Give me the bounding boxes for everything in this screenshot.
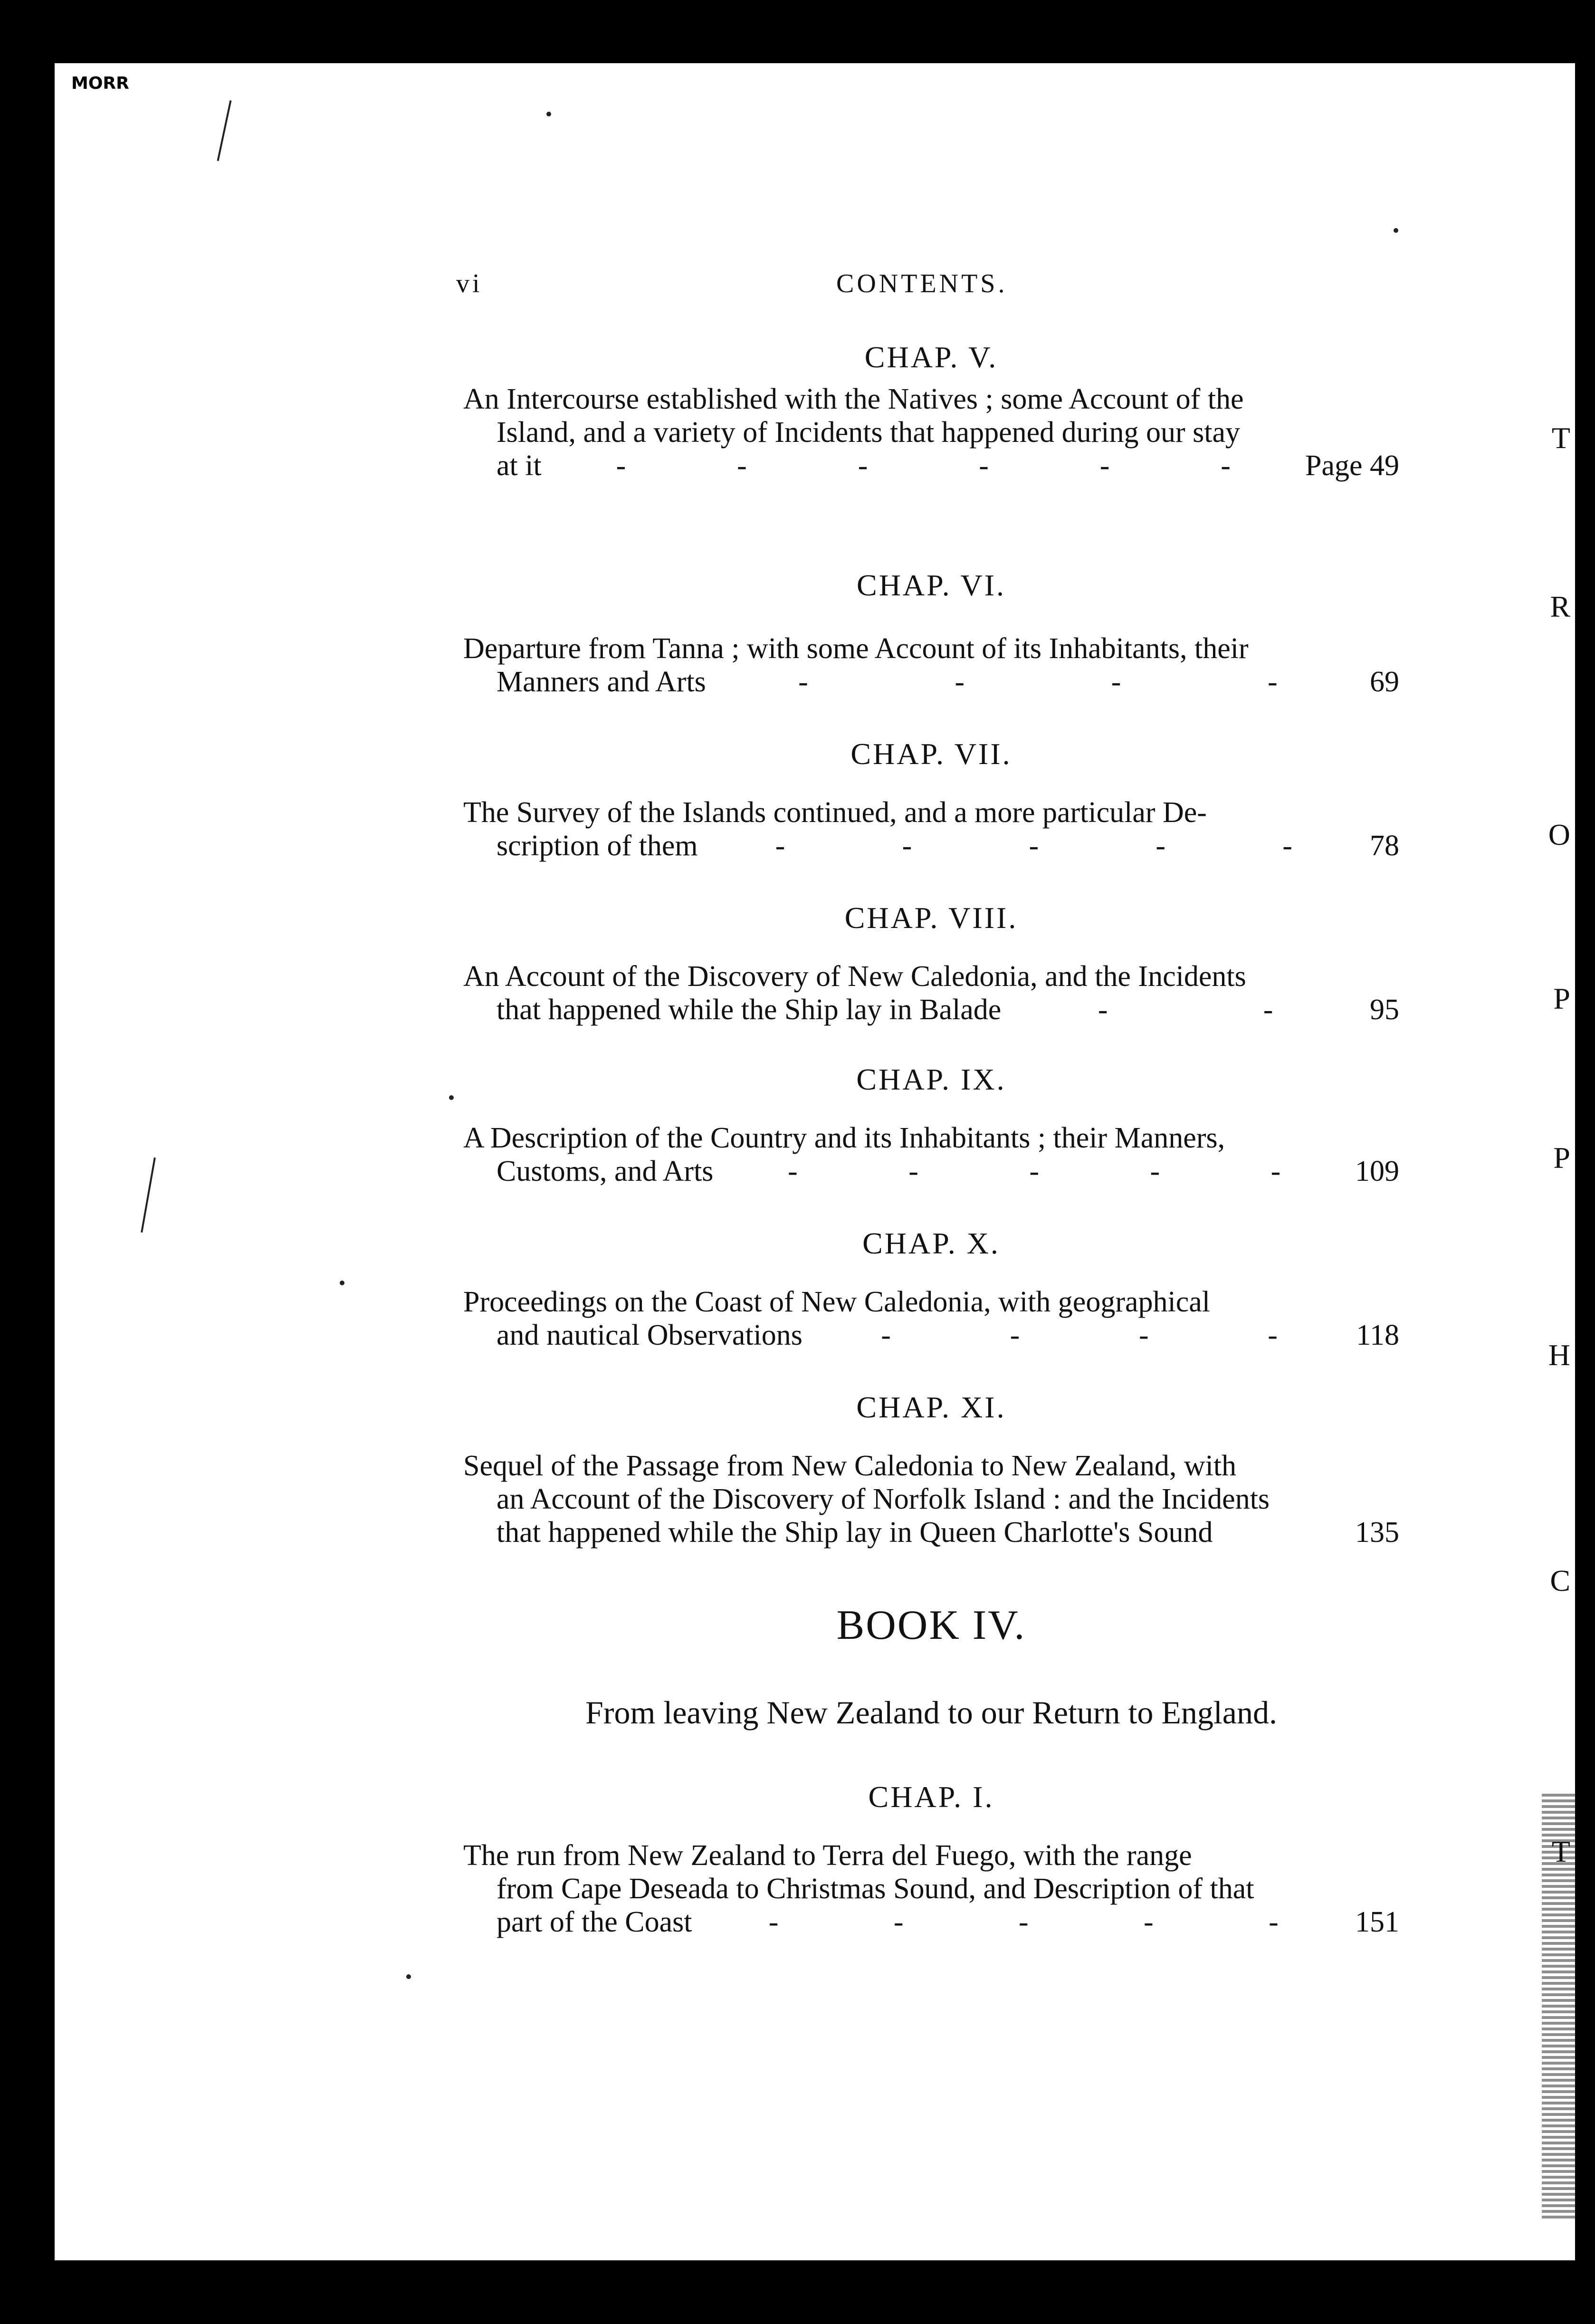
edge-letter: R <box>1550 590 1570 623</box>
speck <box>449 1095 454 1100</box>
entry-line: that happened while the Ship lay in Balade <box>497 994 1002 1026</box>
book-title: BOOK IV. <box>836 1602 1026 1648</box>
leader-dashes: - - - - <box>881 1319 1278 1351</box>
scan-border-left <box>0 0 55 2324</box>
page-number: 135 <box>1355 1516 1399 1549</box>
edge-letter: O <box>1548 818 1570 851</box>
chapter-title: CHAP. I. <box>868 1780 994 1814</box>
chapter-title: CHAP. IX. <box>856 1062 1006 1096</box>
entry-last-line <box>463 1905 1399 1939</box>
leader-dashes: - - - - <box>798 666 1278 698</box>
toc-entry <box>463 1449 1399 1549</box>
entry-last-line <box>463 829 1399 862</box>
scan-mark <box>141 1157 156 1233</box>
chapter-title: CHAP. V. <box>864 340 998 374</box>
chapter-title: CHAP. VI. <box>857 568 1006 602</box>
toc-entry <box>463 960 1399 1026</box>
edge-letter: P <box>1553 1141 1570 1175</box>
leader-dashes: - - - - - <box>768 1906 1279 1938</box>
entry-line: Island, and a variety of Incidents that happened during our stay <box>497 416 1241 449</box>
entry-line: Customs, and Arts <box>497 1155 714 1187</box>
chapter-title: CHAP. X. <box>862 1226 1000 1260</box>
entry-line: an Account of the Discovery of Norfolk Island : and the Incidents <box>497 1483 1270 1515</box>
entry-line: and nautical Observations <box>497 1319 802 1351</box>
entry-line: at it <box>497 449 542 482</box>
entry-line: Manners and Arts <box>497 666 706 698</box>
page-number: 151 <box>1355 1906 1399 1938</box>
page-number: 78 <box>1370 830 1399 862</box>
document-page <box>55 59 1575 2264</box>
chapter-title: CHAP. VII. <box>850 737 1012 771</box>
chapter-title: CHAP. XI. <box>856 1390 1006 1424</box>
entry-line: Proceedings on the Coast of New Caledonia, with geographical <box>463 1286 1210 1318</box>
entry-last-line <box>463 1319 1399 1352</box>
page-number: 69 <box>1370 666 1399 698</box>
page-number: 118 <box>1356 1319 1399 1351</box>
toc-entry <box>463 383 1399 482</box>
entry-line: from Cape Deseada to Christmas Sound, and Description of that <box>497 1873 1254 1905</box>
entry-last-line <box>463 1516 1399 1549</box>
running-head: CONTENTS. <box>836 269 1008 298</box>
folio-number: vi <box>456 269 483 298</box>
entry-last-line <box>463 449 1399 482</box>
entry-line: An Account of the Discovery of New Caledonia, and the Incidents <box>463 960 1246 993</box>
leader-dashes: - - - - - - <box>616 449 1231 482</box>
page-number: 109 <box>1355 1155 1399 1187</box>
leader-dashes: - - - - - <box>775 830 1292 862</box>
entry-last-line <box>463 665 1399 698</box>
edge-letter: P <box>1553 982 1570 1015</box>
page-number: Page 49 <box>1305 449 1399 482</box>
entry-line: Sequel of the Passage from New Caledonia to New Zealand, with <box>463 1450 1237 1482</box>
edge-letter: T <box>1551 421 1570 455</box>
speck <box>546 112 551 116</box>
toc-entry <box>463 1839 1399 1939</box>
speck <box>340 1281 344 1285</box>
toc-entry <box>463 632 1399 698</box>
entry-line: scription of them <box>497 830 698 862</box>
speck <box>406 1974 411 1979</box>
bottom-edge <box>55 2260 1575 2264</box>
edge-letter: C <box>1550 1564 1570 1597</box>
entry-line: An Intercourse established with the Natives ; some Account of the <box>463 383 1244 415</box>
toc-entry <box>463 1121 1399 1188</box>
entry-line: that happened while the Ship lay in Queen Charlotte's Sound <box>497 1516 1213 1549</box>
scan-mark <box>217 100 232 161</box>
leader-dashes: - - - - - <box>788 1155 1281 1187</box>
facing-page-edge <box>1547 59 1575 2264</box>
page-number: 95 <box>1370 994 1399 1026</box>
entry-line: Departure from Tanna ; with some Account of its Inhabitants, their <box>463 632 1249 665</box>
edge-letter: T <box>1551 1835 1570 1868</box>
leader-dashes: - - <box>1098 994 1273 1026</box>
entry-last-line <box>463 993 1399 1026</box>
entry-last-line <box>463 1155 1399 1188</box>
entry-line: The Survey of the Islands continued, and a more particular De- <box>463 796 1207 829</box>
top-edge <box>55 59 1575 63</box>
toc-entry <box>463 796 1399 862</box>
entry-line: The run from New Zealand to Terra del Fuego, with the range <box>463 1839 1192 1872</box>
chapter-title: CHAP. VIII. <box>844 901 1018 935</box>
edge-letter: H <box>1548 1338 1570 1372</box>
toc-entry <box>463 1285 1399 1352</box>
entry-line: A Description of the Country and its Inhabitants ; their Manners, <box>463 1122 1225 1154</box>
corner-label: MORR <box>71 74 129 93</box>
book-subtitle: From leaving New Zealand to our Return to England. <box>585 1694 1277 1731</box>
speck <box>1394 228 1398 233</box>
entry-line: part of the Coast <box>497 1906 692 1938</box>
